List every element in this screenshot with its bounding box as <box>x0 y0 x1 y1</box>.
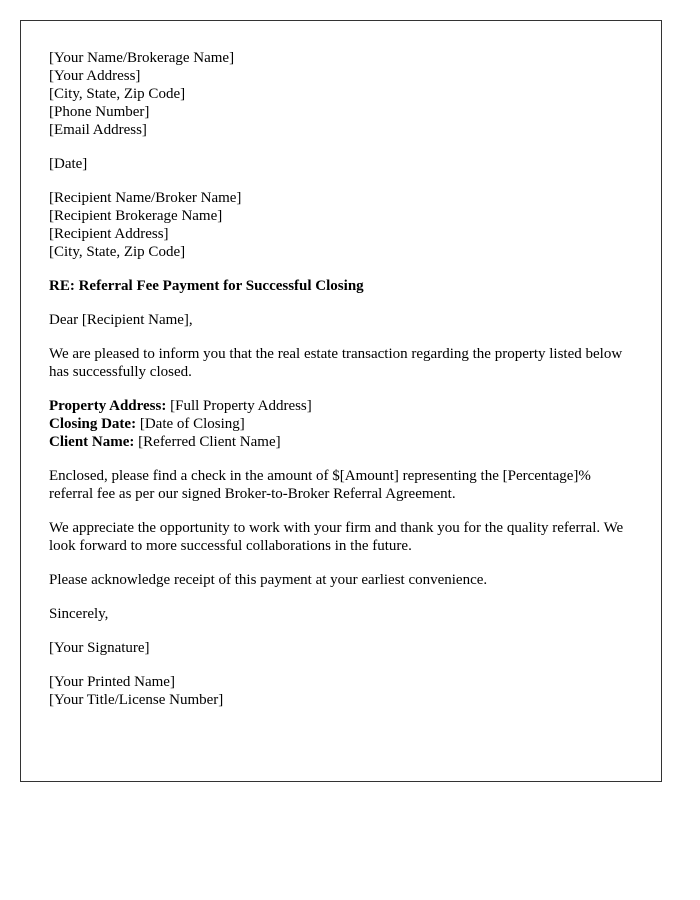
printed-name: [Your Printed Name] <box>49 674 175 690</box>
sender-name: [Your Name/Brokerage Name] <box>49 50 235 66</box>
subject-line <box>49 277 633 295</box>
sender-block <box>49 49 633 139</box>
date: [Date] <box>49 156 88 172</box>
detail-closing-date <box>49 415 633 433</box>
signoff-block <box>49 673 633 709</box>
detail-property <box>49 397 633 415</box>
detail-value: [Date of Closing] <box>136 416 245 432</box>
recipient-name: [Recipient Name/Broker Name] <box>49 190 242 206</box>
details-block <box>49 397 633 451</box>
sender-address: [Your Address] <box>49 68 141 84</box>
detail-label: Closing Date: <box>49 416 137 432</box>
sender-email: [Email Address] <box>49 122 147 138</box>
salutation: Dear [Recipient Name], <box>49 312 193 328</box>
body-paragraph-acknowledge: Please acknowledge receipt of this payment at your earliest convenience. <box>49 572 488 588</box>
sender-city: [City, State, Zip Code] <box>49 86 186 102</box>
detail-label: Property Address: <box>49 398 167 414</box>
recipient-brokerage: [Recipient Brokerage Name] <box>49 208 223 224</box>
detail-value: [Referred Client Name] <box>134 434 281 450</box>
sender-phone: [Phone Number] <box>49 104 150 120</box>
recipient-block <box>49 189 633 261</box>
detail-client <box>49 433 633 451</box>
detail-label: Client Name: <box>49 434 135 450</box>
detail-value: [Full Property Address] <box>166 398 312 414</box>
recipient-city: [City, State, Zip Code] <box>49 244 186 260</box>
closing: Sincerely, <box>49 606 109 622</box>
signature: [Your Signature] <box>49 640 150 656</box>
intro-paragraph: We are pleased to inform you that the real estate transaction regarding the property listed below has successfully closed. <box>49 346 623 380</box>
letter <box>20 20 662 782</box>
body-paragraph-check: Enclosed, please find a check in the amount of $[Amount] representing the [Percentage]% referral fee as per our signed Broker-to-Broker Referral Agreement. <box>49 468 591 502</box>
recipient-address: [Recipient Address] <box>49 226 169 242</box>
body-paragraph-thanks: We appreciate the opportunity to work with your firm and thank you for the quality referral. We look forward to more successful collaborations in the future. <box>49 520 624 554</box>
subject-text: RE: Referral Fee Payment for Successful Closing <box>49 278 364 294</box>
title-license: [Your Title/License Number] <box>49 692 224 708</box>
